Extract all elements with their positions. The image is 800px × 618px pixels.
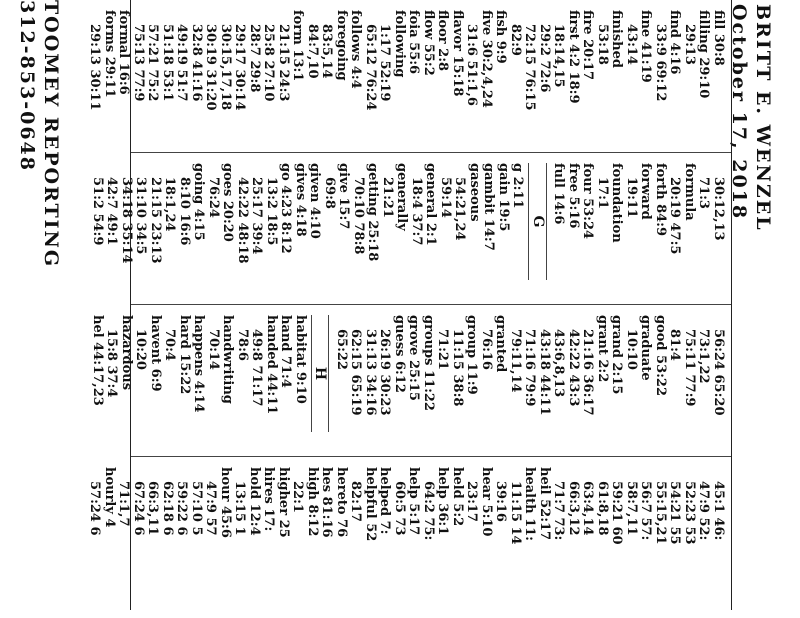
index-entry: filling 29:10: [696, 10, 712, 99]
index-entry: fine 41:19: [638, 10, 654, 83]
index-page-refs: 59:21 60: [609, 481, 625, 545]
index-entry: health 11:: [522, 467, 538, 541]
index-page-refs: 55:15,21: [653, 481, 668, 545]
index-entry: happens 4:14: [191, 315, 207, 413]
index-page-refs: 31:6 51:1,6: [464, 24, 480, 106]
index-entry: good 53:22: [653, 315, 668, 397]
section-letter: G: [529, 163, 548, 280]
index-entry: graduate: [638, 315, 654, 381]
header-deponent: BRITT E. WENZEL: [752, 4, 774, 232]
index-entry: gaseous: [467, 163, 482, 222]
index-entry: form 13:1: [290, 10, 306, 82]
index-page-refs: 61:8,18: [595, 481, 610, 536]
index-page-refs: 62:18 6: [160, 481, 175, 536]
index-entry: high 8:12: [305, 467, 320, 537]
index-page-refs: 56:7 57:: [638, 481, 654, 541]
index-entry: flavor 15:18: [450, 10, 465, 97]
index-page-refs: 10:10: [624, 329, 639, 370]
index-page-refs: 30:19 31:20: [203, 24, 219, 111]
index-entry: g 2:11: [510, 163, 526, 209]
index-page-refs: 71:1,7: [116, 481, 132, 527]
index-entry: hereto 76: [334, 467, 349, 538]
index-page-refs: 66:3,12: [566, 481, 581, 536]
index-page-refs: 54:21,24: [452, 177, 468, 241]
index-page-refs: 18:4 37:7: [409, 177, 424, 246]
index-entry: foregoing: [334, 10, 349, 81]
index-entry: full 14:6: [551, 163, 567, 225]
index-page-refs: 15:8 37:4: [104, 329, 120, 398]
index-page-refs: 82:9: [508, 24, 523, 56]
index-entry: give 15:7: [336, 163, 352, 230]
index-page-refs: 17:1: [595, 177, 610, 209]
index-page-refs: 57:21 75:2: [145, 24, 161, 102]
index-entry: first 4:2 18:9: [566, 10, 581, 104]
index-entry: forward: [638, 163, 654, 220]
index-page-refs: 72:15 76:15: [522, 24, 538, 111]
index-page-refs: 47:9 57: [203, 481, 219, 536]
index-entry: hel 44:17,23: [90, 315, 105, 406]
index-page-refs: 76:16: [479, 329, 494, 370]
index-page-refs: 13:15 1: [232, 481, 248, 536]
index-page-refs: 21:16 36:17: [580, 329, 596, 416]
index-page-refs: 10:20: [133, 329, 149, 370]
index-entry: helped 7:: [377, 467, 393, 535]
index-entry: hard 15:22: [177, 315, 192, 395]
index-page-refs: 45:1 46:: [711, 481, 726, 541]
index-column-4: [87, 456, 731, 606]
index-entry: help 36:1: [435, 467, 451, 536]
index-page-refs: 34:18 35:14: [119, 177, 134, 264]
index-page-refs: 19:11: [624, 177, 639, 218]
index-page-refs: 42:22 48:18: [235, 177, 250, 264]
index-column-2: [90, 152, 731, 302]
index-page-refs: 51:2 54:9: [90, 177, 105, 246]
index-entry: handwriting: [220, 315, 236, 404]
index-entry: fire 20:17: [580, 10, 596, 81]
index-page-refs: 73:1,22: [696, 329, 712, 384]
index-page-refs: 63:4,14: [580, 481, 596, 536]
index-page-refs: 25:17 39:4: [249, 177, 265, 255]
index-page-refs: 18:14,15: [551, 24, 567, 88]
index-page-refs: 42:7 49:1: [104, 177, 120, 246]
index-page-refs: 30:12,13: [711, 177, 726, 241]
index-page-refs: 21:21: [380, 177, 395, 218]
footer-reporting-company: TOOMEY REPORTING: [40, 0, 62, 269]
index-entry: going 4:15: [191, 163, 207, 241]
index-page-refs: 71:21: [435, 329, 451, 370]
index-entry: grant 2:2: [595, 315, 610, 383]
index-page-refs: 58:7,11: [624, 481, 639, 536]
index-entry: gives 4:18: [293, 163, 308, 237]
footer-phone: 312-853-0648: [16, 0, 38, 172]
index-page-refs: 25:8 27:10: [261, 24, 277, 102]
index-page-refs: 22:1: [290, 481, 306, 513]
index-entry: grove 25:15: [406, 315, 422, 401]
index-page-refs: 31:10 34:5: [133, 177, 149, 255]
index-page-refs: 82:17: [348, 481, 364, 522]
index-page-refs: 75:11 77:9: [682, 329, 697, 407]
index-page-refs: 28:7 29:8: [247, 24, 262, 93]
index-page-refs: 29:13: [682, 24, 697, 65]
index-entry: hour 45:6: [218, 467, 233, 538]
index-page-refs: 42:22 43:3: [566, 329, 581, 407]
index-page-refs: 52:23 53: [682, 481, 697, 545]
index-page-refs: 43:14: [624, 24, 639, 65]
index-column-3: [90, 304, 731, 454]
section-letter: H: [311, 315, 330, 432]
index-page-refs: 47:9 52:: [696, 481, 712, 541]
index-entry: havent 6:9: [148, 315, 163, 392]
index-page-refs: 59:22 6: [174, 481, 190, 536]
index-page-refs: 21:15 24:3: [276, 24, 291, 102]
index-page-refs: 32:8 41:16: [189, 24, 204, 102]
index-page-refs: 30:15,17,18: [218, 24, 233, 111]
index-entry: goes 20:20: [220, 163, 236, 242]
index-entry: foundation: [609, 163, 625, 243]
index-page-refs: 49:19 51:7: [174, 24, 190, 102]
index-entry: forth 84:9: [653, 163, 668, 237]
word-index-table: [87, 0, 732, 610]
index-page-refs: 39:16: [493, 481, 509, 522]
index-entry: floor 2:8: [435, 10, 451, 72]
index-page-refs: 57:10 5: [189, 481, 204, 536]
index-entry: higher 25: [276, 467, 291, 538]
index-page-refs: 8:10 16:6: [177, 177, 192, 246]
index-page-refs: 1:17 52:19: [377, 24, 393, 102]
index-entry: find 4:16: [667, 10, 683, 75]
index-entry: hourly 4: [102, 467, 117, 528]
index-page-refs: 66:3,11: [145, 481, 161, 536]
index-page-refs: 57:24 6: [87, 481, 103, 536]
header-date: October 17, 2018: [728, 4, 750, 221]
index-entry: four 53:24: [580, 163, 596, 240]
index-entry: hand 71:4: [278, 315, 294, 388]
index-column-1: [87, 0, 731, 150]
index-page-refs: 69:8: [322, 177, 337, 209]
index-entry: help 5:17: [406, 467, 422, 536]
index-page-refs: 65:12 76:24: [363, 24, 378, 111]
index-entry: fill 30:8: [711, 10, 726, 66]
index-entry: hazardous: [119, 315, 134, 391]
index-page-refs: 67:24 6: [131, 481, 146, 536]
index-page-refs: 43:6,8,13: [551, 329, 567, 398]
index-page-refs: 81:4: [667, 329, 683, 361]
index-entry: group 11:9: [464, 315, 480, 395]
index-page-refs: 59:14: [438, 177, 453, 218]
index-entry: given 4:10: [307, 163, 323, 239]
index-page-refs: 56:24 65:20: [711, 329, 726, 416]
index-entry: held 5:2: [450, 467, 465, 527]
index-page-refs: 18:1,24: [162, 177, 178, 232]
index-page-refs: 51:18 53:1: [160, 24, 175, 102]
index-page-refs: 43:18 44:11: [537, 329, 552, 416]
index-entry: forms 29:11: [102, 10, 117, 98]
index-page-refs: 78:6: [235, 329, 250, 361]
index-page-refs: 49:8 71:17: [249, 329, 265, 407]
index-page-refs: 53:18: [595, 24, 610, 65]
index-page-refs: 79:11,14: [508, 329, 523, 393]
index-entry: guess 6:12: [392, 315, 407, 393]
index-entry: handed 44:11: [264, 315, 279, 415]
index-entry: hold 12:4: [247, 467, 262, 536]
index-page-refs: 84:7,10: [305, 24, 320, 79]
index-entry: granted: [493, 315, 509, 373]
index-page-refs: 26:19 30:23: [377, 329, 393, 416]
index-entry: helpful 52: [363, 467, 378, 542]
index-page-refs: 76:24: [206, 177, 221, 218]
index-entry: habitat 9:10: [293, 315, 308, 404]
index-page-refs: 62:15 65:19: [348, 329, 364, 416]
index-entry: free 5:16: [566, 163, 581, 229]
index-page-refs: 70:10 78:8: [351, 177, 366, 255]
index-page-refs: 21:15 23:13: [148, 177, 163, 264]
index-page-refs: 83:5,14: [319, 24, 335, 79]
index-entry: groups 11:22: [421, 315, 436, 411]
index-entry: formula: [682, 163, 697, 221]
index-entry: flow 55:2: [421, 10, 436, 76]
index-page-refs: 29:2 72:6: [537, 24, 552, 93]
index-page-refs: 70:4: [162, 329, 178, 361]
index-page-refs: 20:19 47:5: [667, 177, 683, 255]
index-page-refs: 33:9 69:12: [653, 24, 668, 102]
index-page-refs: 11:15 38:8: [450, 329, 465, 407]
index-entry: general 2:1: [423, 163, 439, 246]
index-page-refs: 75:13 77:9: [131, 24, 146, 102]
index-entry: generally: [394, 163, 410, 231]
index-entry: follows 4:4: [348, 10, 364, 89]
index-page-refs: 23:17: [464, 481, 480, 522]
index-entry: five 30:2,4,24: [479, 10, 494, 108]
index-page-refs: 31:13 34:16: [363, 329, 378, 416]
index-page-refs: 71:16 79:9: [522, 329, 538, 407]
index-page-refs: 29:17 30:14: [232, 24, 248, 111]
index-page-refs: 29:13 30:11: [87, 24, 103, 111]
index-page-refs: 71:3: [696, 177, 712, 209]
index-page-refs: 65:22: [334, 329, 349, 370]
index-page-refs: 70:14: [206, 329, 221, 370]
index-entry: finished: [609, 10, 625, 68]
index-page-refs: 64:2 75:: [421, 481, 436, 541]
index-entry: foia 55:6: [406, 10, 422, 75]
index-page-refs: 54:21 55: [667, 481, 683, 545]
index-page-refs: 13:2 18:5: [264, 177, 279, 246]
index-entry: gain 19:5: [496, 163, 511, 232]
index-entry: fish 9:9: [493, 10, 509, 64]
index-page-refs: 71:7 73:: [551, 481, 567, 541]
index-entry: hear 5:10: [479, 467, 494, 537]
index-entry: gambit 14:7: [481, 163, 497, 251]
index-entry: heil 52:17: [537, 467, 552, 541]
index-entry: hires 17:: [261, 467, 277, 532]
index-entry: getting 25:18: [365, 163, 381, 262]
index-entry: formal 16:6: [116, 10, 132, 95]
index-entry: grand 2:15: [609, 315, 625, 395]
index-entry: hes 81:16: [319, 467, 335, 538]
index-page-refs: 60:5 73: [392, 481, 407, 536]
index-page-refs: 11:15 14: [508, 481, 523, 545]
index-entry: go 4:23 8:12: [278, 163, 294, 254]
index-entry: following: [392, 10, 407, 78]
